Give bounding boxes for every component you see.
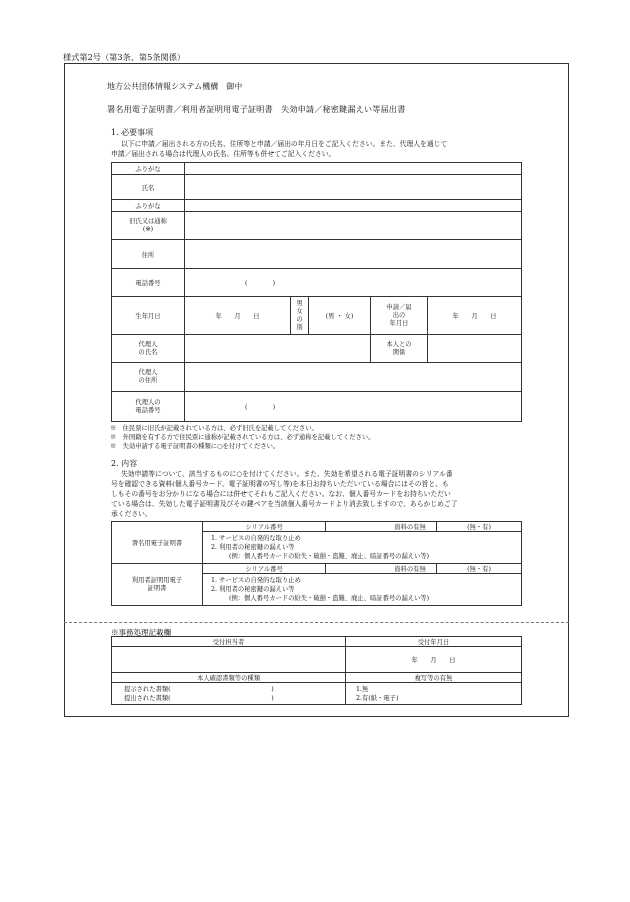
cert2-material-options[interactable]: (無・有) bbox=[437, 564, 522, 574]
cert1-opt1[interactable]: 1. サービスの自発的な取り止め bbox=[211, 535, 301, 542]
cert-table bbox=[111, 521, 522, 606]
section2-body-line3: しもその番号をお分かりになる場合には併せてそれもご記入ください。なお、個人番号カードをお持ちいただい bbox=[111, 490, 451, 498]
note-3: ※ 失効申請する電子証明書の種類に○を付けてください。 bbox=[110, 443, 280, 450]
form-reference: 様式第2号（第3条、第5条関係） bbox=[63, 52, 186, 62]
section2-body-line1: 失効申請等について、該当するものに○を付けてください。また、失効を希望される電子証明書のシリアル番 bbox=[121, 470, 453, 478]
cert1-serial-label: シリアル番号 bbox=[203, 522, 326, 532]
cert2-opt2[interactable]: 2. 利用者の秘密鍵の漏えい等 bbox=[211, 586, 295, 593]
relation-label-1: 本人との bbox=[386, 340, 412, 348]
name-field[interactable] bbox=[185, 175, 522, 200]
section1-intro-line2: 申請／届出される場合は代理人の氏名、住所等も併せてご記入ください。 bbox=[111, 150, 336, 158]
presented-docs: 提示された書類( ) bbox=[124, 685, 274, 693]
copy-opt2[interactable]: 2.有(紙・電子) bbox=[356, 694, 399, 702]
agent-phone-paren: ( ) bbox=[245, 404, 276, 411]
relation-label bbox=[371, 335, 428, 363]
cert1-label[interactable] bbox=[112, 522, 203, 564]
former-name-label-line2: (※) bbox=[142, 225, 154, 233]
cert1-label-text: 署名用電子証明書 bbox=[131, 540, 183, 547]
agent-address-label-2: の住所 bbox=[138, 377, 158, 384]
sex-label-4: 別 bbox=[296, 323, 303, 331]
receiver-label: 受付担当者 bbox=[112, 637, 346, 647]
sex-label bbox=[291, 297, 309, 335]
submitted-docs: 提出された書類( ) bbox=[124, 694, 274, 702]
receipt-date-label: 受付年月日 bbox=[346, 637, 522, 647]
office-divider bbox=[64, 622, 569, 623]
agent-address-label bbox=[112, 363, 185, 392]
section2-body bbox=[111, 469, 521, 519]
office-table bbox=[111, 636, 522, 705]
copy-field[interactable] bbox=[346, 683, 522, 705]
agent-phone-label-2: 電話番号 bbox=[135, 406, 161, 414]
address-label: 住所 bbox=[112, 240, 185, 269]
cert2-material-label: 資料の有無 bbox=[326, 564, 437, 574]
sex-label-3: の bbox=[296, 315, 303, 323]
former-name-field[interactable] bbox=[185, 212, 522, 240]
agent-name-field[interactable] bbox=[185, 335, 371, 363]
apply-date-field[interactable] bbox=[428, 297, 522, 335]
office-section-title: ※事務処理記載欄 bbox=[111, 628, 171, 637]
former-name-label-line1: 旧氏又は通称 bbox=[129, 217, 167, 225]
agent-phone-field[interactable] bbox=[185, 392, 522, 422]
phone-paren: ( ) bbox=[245, 280, 276, 287]
agent-name-label-1: 代理人 bbox=[138, 340, 158, 348]
sex-label-2: 女 bbox=[296, 307, 303, 315]
agent-name-label-2: の氏名 bbox=[138, 348, 158, 356]
id-docs-field[interactable] bbox=[112, 683, 346, 705]
cert1-opt2[interactable]: 2. 利用者の秘密鍵の漏えい等 bbox=[211, 544, 295, 551]
agent-phone-label-1: 代理人の bbox=[135, 398, 161, 406]
sex-options[interactable]: (男 ・ 女) bbox=[309, 297, 371, 335]
cert2-serial-label: シリアル番号 bbox=[203, 564, 326, 574]
phone-label: 電話番号 bbox=[112, 269, 185, 297]
birthdate-placeholder: 年 月 日 bbox=[215, 313, 260, 320]
notes bbox=[110, 424, 374, 451]
cert2-opt2-example: (例：個人番号カードの紛失・破損・盗難、廃止、暗証番号の漏えい等) bbox=[229, 595, 430, 602]
section2-body-line4: ている場合は、失効した電子証明書及びその鍵ペアを当該個人番号カードより消去致しますので、あらかじめご了 bbox=[111, 500, 458, 508]
section2-body-line5: 承ください。 bbox=[111, 510, 152, 518]
cert1-opt2-example: (例：個人番号カードの紛失・破損・盗難、廃止、暗証番号の漏えい等) bbox=[229, 553, 430, 560]
furigana-label: ふりがな bbox=[112, 163, 185, 175]
note-2: ※ 外国籍を有する方で住民票に通称が記載されている方は、必ず通称を記載してください。 bbox=[110, 434, 375, 441]
cert2-label[interactable] bbox=[112, 564, 203, 606]
agent-name-label bbox=[112, 335, 185, 363]
id-docs-label: 本人確認書類等の種類 bbox=[112, 673, 346, 683]
relation-label-2: 関係 bbox=[392, 348, 406, 356]
cert1-material-label: 資料の有無 bbox=[326, 522, 437, 532]
document-title: 署名用電子証明書／利用者証明用電子証明書 失効申請／秘密鍵漏えい等届出書 bbox=[107, 104, 406, 114]
receiver-field[interactable] bbox=[112, 647, 346, 673]
note-1: ※ 住民票に旧氏が記載されている方は、必ず旧氏を記載してください。 bbox=[110, 425, 318, 432]
cert2-options bbox=[203, 574, 522, 606]
name-label: 氏名 bbox=[112, 175, 185, 200]
receipt-date-placeholder: 年 月 日 bbox=[411, 657, 456, 664]
relation-field[interactable] bbox=[428, 335, 522, 363]
section2-heading: 2. 内容 bbox=[111, 459, 138, 468]
copy-opt1[interactable]: 1.無 bbox=[356, 685, 369, 693]
former-name-label bbox=[112, 212, 185, 240]
sex-label-1: 男 bbox=[296, 299, 303, 307]
agent-address-label-1: 代理人 bbox=[138, 369, 158, 376]
phone-field[interactable] bbox=[185, 269, 522, 297]
apply-date-placeholder: 年 月 日 bbox=[452, 313, 497, 320]
section1-intro-line1: 以下に申請／届出される方の氏名、住所等と申請／届出の年月日をご記入ください。また、代理人を通じて bbox=[121, 140, 448, 148]
agent-phone-label bbox=[112, 392, 185, 422]
copy-label: 複写等の有無 bbox=[346, 673, 522, 683]
cert1-material-options[interactable]: (無・有) bbox=[437, 522, 522, 532]
birthdate-label: 生年月日 bbox=[112, 297, 185, 335]
addressee: 地方公共団体情報システム機構 御中 bbox=[107, 82, 243, 91]
section1-heading: 1. 必要事項 bbox=[111, 128, 154, 137]
furigana2-label: ふりがな bbox=[112, 200, 185, 212]
furigana2-field[interactable] bbox=[185, 200, 522, 212]
cert2-label-line1: 利用者証明用電子 bbox=[131, 576, 183, 584]
apply-date-label-1: 申請／届 bbox=[386, 303, 412, 311]
address-field[interactable] bbox=[185, 240, 522, 269]
receipt-date-field[interactable] bbox=[346, 647, 522, 673]
section2-body-line2: 号を確認できる資料(個人番号カード、電子証明書の写し等)を本日お持ちいただいている場合にはその旨と、も bbox=[111, 480, 449, 488]
agent-address-field[interactable] bbox=[185, 363, 522, 392]
cert1-options bbox=[203, 532, 522, 564]
birthdate-field[interactable] bbox=[185, 297, 291, 335]
applicant-table bbox=[111, 162, 522, 422]
apply-date-label-2: 出の bbox=[392, 311, 406, 319]
apply-date-label-3: 年月日 bbox=[389, 319, 409, 327]
apply-date-label bbox=[371, 297, 428, 335]
furigana-field[interactable] bbox=[185, 163, 522, 175]
cert2-opt1[interactable]: 1. サービスの自発的な取り止め bbox=[211, 577, 301, 584]
cert2-label-line2: 証明書 bbox=[147, 584, 167, 592]
